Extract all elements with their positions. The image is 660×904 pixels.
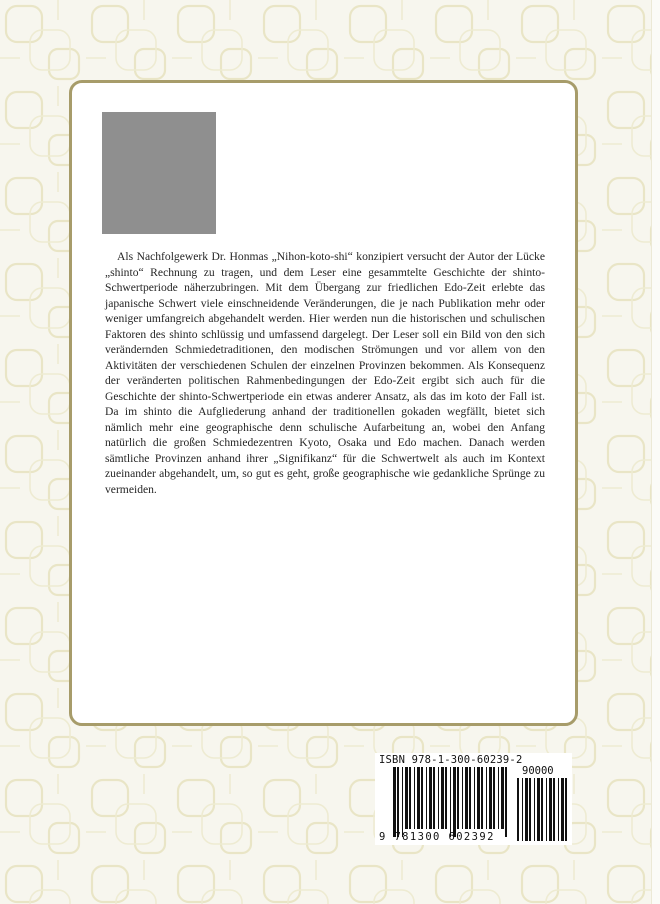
barcode-bar	[546, 778, 547, 841]
barcode-bar	[481, 767, 483, 829]
barcode-bar	[493, 767, 495, 829]
book-spine-edge	[651, 0, 660, 904]
barcode-bar	[474, 767, 475, 829]
barcode-bar	[498, 767, 499, 829]
barcode-bar	[525, 778, 528, 841]
barcode-bar	[561, 778, 564, 841]
barcode-bar	[501, 767, 504, 829]
barcode-bar	[414, 767, 415, 829]
barcode-bar	[457, 767, 459, 829]
barcode-bar	[453, 767, 456, 837]
barcode-bar	[417, 767, 420, 829]
isbn-label: ISBN 978-1-300-60239-2	[379, 754, 523, 766]
barcode-bar	[429, 767, 432, 829]
barcode-bar	[558, 778, 559, 841]
back-cover-panel	[69, 80, 578, 726]
barcode-bar	[462, 767, 463, 829]
barcode-bar	[565, 778, 567, 841]
barcode-bar	[450, 767, 451, 837]
barcode-bar	[529, 778, 531, 841]
barcode-digits: 9 781300 602392	[379, 831, 495, 843]
barcode-bar	[397, 767, 399, 837]
barcode-bar	[522, 778, 523, 841]
barcode-bar	[534, 778, 535, 841]
barcode-bar	[486, 767, 487, 829]
barcode-bar	[409, 767, 411, 829]
barcode-bar	[537, 778, 540, 841]
barcode-bar	[402, 767, 403, 837]
isbn-barcode	[375, 753, 572, 845]
barcode-bar	[505, 767, 507, 837]
price-code: 90000	[522, 765, 554, 777]
barcode-bar	[445, 767, 447, 829]
barcode-bar	[441, 767, 444, 829]
barcode-bar	[541, 778, 543, 841]
barcode-bar	[438, 767, 439, 829]
blurb-text: Als Nachfolgewerk Dr. Honmas „Nihon-koto-shi“ konzipiert versucht der Autor der Lücke „shinto“ Rechnung zu tragen, und dem Leser eine gesammtelte Geschichte der shinto-Schwertperiode näherzubringen. Mit dem Übergang zur friedlichen Edo-Zeit erlebte das japanische Schwert viele einschneidende Veränderungen, die je nach Publikation mehr oder weniger umfangreich abgehandelt werden. Hier werden nun die historischen und schulischen Faktoren des shinto schlüssig und umfassend dargelegt. Der Leser soll ein Bild von den sich verändernden Schmiedetraditionen, den modischen Strömungen und vor allem von den Aktivitäten der verschiedenen Schulen der einzelnen Provinzen bekommen. Als Konsequenz der veränderten politischen Rahmenbedingungen der Edo-Zeit ergibt sich auch für die Geschichte der shinto-Schwertperiode ein etwas anderer Ansatz, als das im koto der Fall ist. Da im shinto die Aufgliederung anhand der traditionellen gokaden wegfällt, bietet sich nämlich mehr eine geographische denn schulische Aufarbeitung an, wobei den Anfang natürlich die großen Schmiedezentren Kyoto, Osaka und Edo machen. Danach werden sämtliche Provinzen anhand ihrer „Signifikanz“ für die Schwertwelt als auch im Kontext zueinander abgehandelt, um, so gut es geht, große geographische wie gedankliche Sprünge zu vermeiden.	[105, 250, 545, 496]
barcode-bar	[393, 767, 396, 837]
barcode-bar	[433, 767, 435, 829]
barcode-bar	[517, 778, 519, 841]
barcode-bar	[469, 767, 471, 829]
barcode-bar	[553, 778, 555, 841]
image-placeholder	[102, 112, 216, 234]
barcode-bar	[421, 767, 423, 829]
barcode-bar	[477, 767, 480, 829]
barcode-bar	[426, 767, 427, 829]
barcode-bar	[489, 767, 492, 829]
barcode-bar	[465, 767, 468, 829]
barcode-bar	[405, 767, 408, 829]
barcode-bar	[549, 778, 552, 841]
